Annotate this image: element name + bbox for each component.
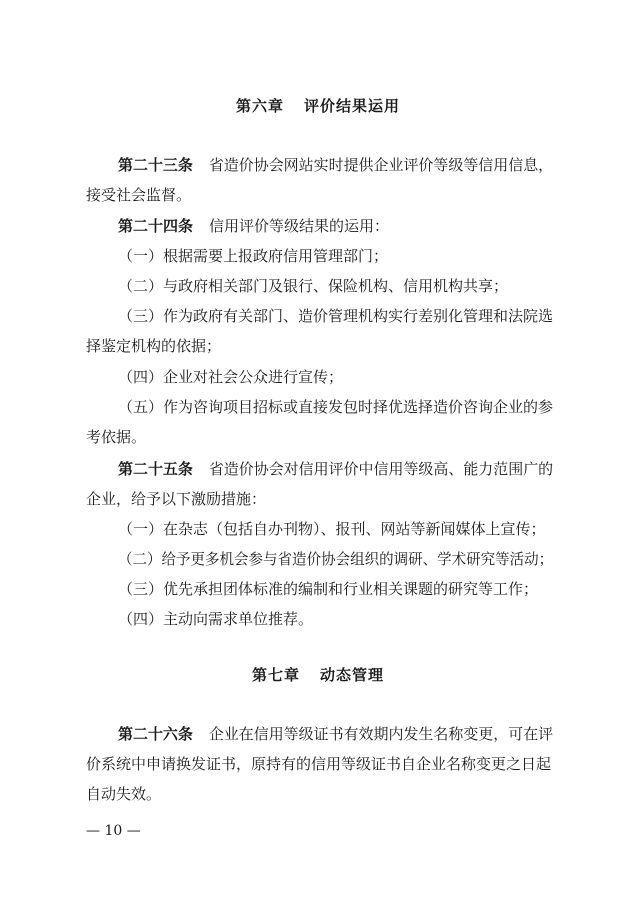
article-26-text: 企业在信用等级证书有效期内发生名称变更，可在评 <box>208 725 554 743</box>
article-24-label: 第二十四条 <box>118 217 194 235</box>
chapter-7-title: 动态管理 <box>320 666 385 684</box>
article-23-text: 省造价协会网站实时提供企业评价等级等信用信息， <box>208 156 554 174</box>
page-number: — 10 — <box>86 823 141 839</box>
article-25-text: 省造价协会对信用评价中信用等级高、能力范围广的 <box>208 460 554 478</box>
chapter-6-label: 第六章 <box>235 97 284 115</box>
chapter-7-heading <box>0 664 636 685</box>
article-25-label: 第二十五条 <box>118 460 193 478</box>
article-26-label: 第二十六条 <box>118 725 193 743</box>
article-24-text: 信用评价等级结果的运用： <box>209 217 390 235</box>
chapter-6-title: 评价结果运用 <box>304 97 401 115</box>
chapter-7-label: 第七章 <box>251 666 300 684</box>
article-23-label: 第二十三条 <box>118 156 193 174</box>
document-page: 第六章 评价结果运用 第二十三条 省造价协会网站实时提供企业评价等级等信用信息， 接受社会监督。 第二十四条 信用评价等级结果的运用： （一）根据需要上报政府信用管理部门； （二）与政府相关部门及银行、保险机构、信用机构共享； （三）作为政府有关部门、造价管理机构实行差别化管理和法院选 择鉴定机构的依据； （四）企业对社会公众进行宣传； （五）作为咨询项目招标或直接发包时择优选择造价咨询企业的参 考依据。 第二十五条 省造价协会对信用评价中信用等级高、能力范围广的 企业，给予以下激励措施： （一）在杂志（包括自办刊物）、报刊、网站等新闻媒体上宣传； （二）给予更多机会参与省造价协会组织的调研、学术研究等活动； （三）优先承担团体标准的编制和行业相关课题的研究等工作； （四）主动向需求单位推荐。 第七章 动态管理 第二十六条 企业在信用等级证书有效期内发生名称变更，可在评 价系统中申请换发证书，原持有的信用等级证书自企业名称变更之日起 自动失效。 — 10 — <box>0 0 636 900</box>
chapter-6-heading <box>0 95 636 116</box>
